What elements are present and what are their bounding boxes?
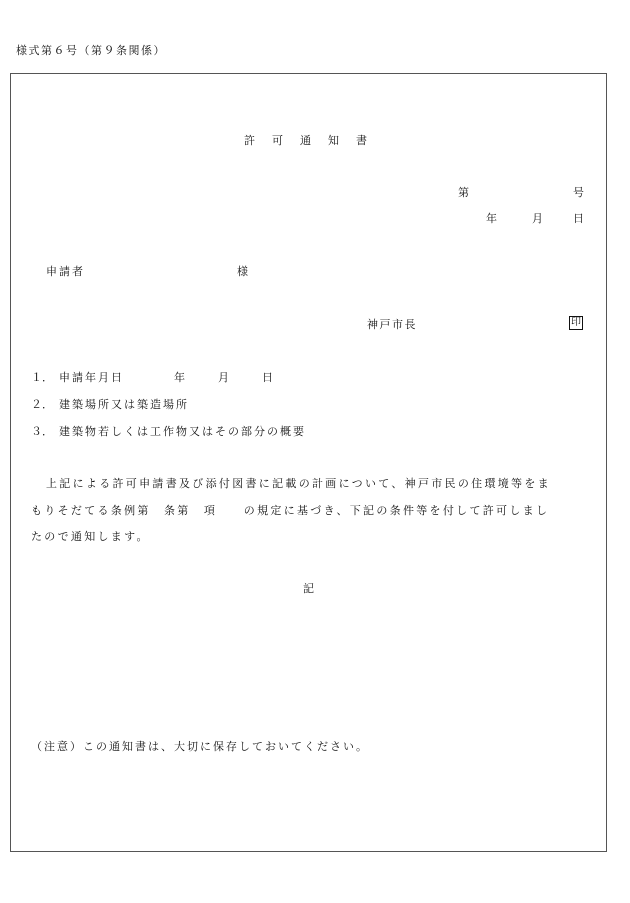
title-char: 書	[356, 134, 367, 147]
item-number: ３．	[31, 425, 53, 438]
seal-icon: 印	[571, 317, 581, 328]
applicant-label: 申請者	[46, 265, 85, 278]
title-char: 知	[328, 134, 339, 147]
date-year: 年	[486, 212, 497, 225]
item-label: 建築場所又は築造場所	[59, 398, 189, 411]
item-month: 月	[218, 371, 229, 384]
ki-heading: 記	[303, 582, 314, 595]
date-day: 日	[573, 212, 584, 225]
body-line: もりそだてる条例第 条第 項 の規定に基づき、下記の条件等を付して許可しまし	[31, 504, 550, 517]
body-line: たので通知します。	[31, 530, 150, 543]
item-number: １．	[31, 371, 53, 384]
item-number: ２．	[31, 398, 53, 411]
item-label: 建築物若しくは工作物又はその部分の概要	[59, 425, 306, 438]
title-char: 通	[300, 134, 311, 147]
title-char: 許	[244, 134, 255, 147]
seal-mark	[569, 315, 583, 330]
number-suffix: 号	[573, 186, 584, 199]
applicant-honorific: 様	[237, 265, 248, 278]
date-month: 月	[532, 212, 543, 225]
item-day: 日	[262, 371, 273, 384]
mayor-title: 神戸市長	[367, 318, 417, 331]
form-label: 様式第６号（第９条関係）	[16, 44, 166, 57]
number-prefix: 第	[458, 186, 469, 199]
body-line: 上記による許可申請書及び添付図書に記載の計画について、神戸市民の住環境等をま	[46, 477, 551, 490]
title-char: 可	[272, 134, 283, 147]
note-text: （注意）この通知書は、大切に保存しておいてください。	[31, 740, 369, 753]
notice-frame	[10, 73, 607, 852]
item-label: 申請年月日	[59, 371, 124, 384]
item-year: 年	[174, 371, 185, 384]
